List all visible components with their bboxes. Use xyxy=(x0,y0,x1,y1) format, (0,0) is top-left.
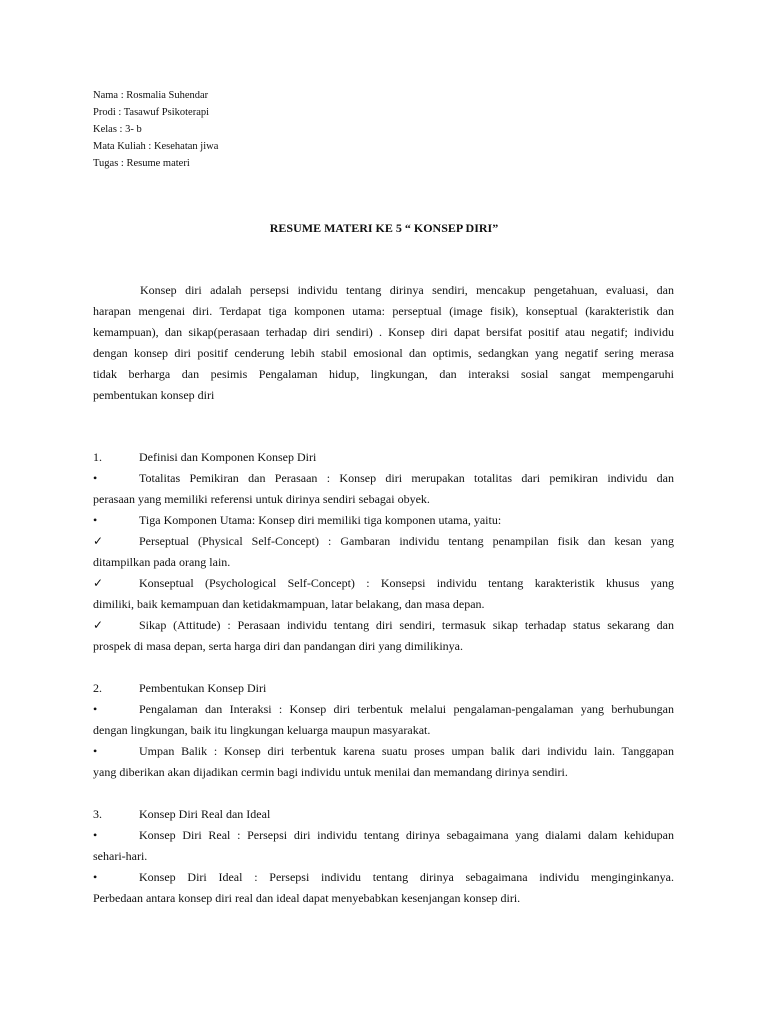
item-text: Totalitas Pemikiran dan Perasaan : Konsep diri merupakan totalitas dari pemikiran individu dan xyxy=(139,471,674,485)
section-title: Konsep Diri Real dan Ideal xyxy=(139,807,271,821)
item-text-cont: sehari-hari. xyxy=(93,849,148,863)
class: Kelas : 3- b xyxy=(93,124,142,135)
intro-paragraph xyxy=(93,280,674,406)
spacer xyxy=(93,783,674,804)
student-name: Nama : Rosmalia Suhendar xyxy=(93,90,209,101)
list-item xyxy=(93,615,674,657)
section-title: Pembentukan Konsep Diri xyxy=(139,681,267,695)
section-number: 1. xyxy=(93,450,102,464)
assignment: Tugas : Resume materi xyxy=(93,158,190,169)
item-text-cont: Perbedaan antara konsep diri real dan ideal dapat menyebabkan kesenjangan konsep diri. xyxy=(93,891,521,905)
section-number: 2. xyxy=(93,681,102,695)
check-icon: ✓ xyxy=(93,618,104,632)
item-text-cont: dengan lingkungan, baik itu lingkungan keluarga maupun masyarakat. xyxy=(93,723,431,737)
item-text: Perseptual (Physical Self-Concept) : Gambaran individu tentang penampilan fisik dan kesan yang xyxy=(139,534,674,548)
check-icon: ✓ xyxy=(93,534,104,548)
document-title: RESUME MATERI KE 5 “ KONSEP DIRI” xyxy=(269,221,499,235)
section-number: 3. xyxy=(93,807,102,821)
course: Mata Kuliah : Kesehatan jiwa xyxy=(93,141,219,152)
bullet-icon: • xyxy=(93,702,98,716)
list-item xyxy=(93,531,674,573)
item-text-cont: prospek di masa depan, serta harga diri dan pandangan diri yang dimilikinya. xyxy=(93,639,464,653)
item-text: Umpan Balik : Konsep diri terbentuk karena suatu proses umpan balik dari individu lain. Tanggapan xyxy=(139,744,674,758)
item-text-cont: ditampilkan pada orang lain. xyxy=(93,555,231,569)
item-text: Pengalaman dan Interaksi : Konsep diri terbentuk melalui pengalaman-pengalaman yang berhubungan xyxy=(139,702,674,716)
student-info xyxy=(93,87,218,172)
spacer xyxy=(93,657,674,678)
list-item xyxy=(93,510,674,531)
item-text: Tiga Komponen Utama: Konsep diri memiliki tiga komponen utama, yaitu: xyxy=(139,513,502,527)
sections xyxy=(93,447,674,909)
section-heading xyxy=(93,804,674,825)
section-title: Definisi dan Komponen Konsep Diri xyxy=(139,450,317,464)
bullet-icon: • xyxy=(93,744,98,758)
intro-line: Konsep diri adalah persepsi individu tentang dirinya sendiri, mencakup pengetahuan, evaluasi, dan xyxy=(140,283,674,297)
intro-line: tidak berharga dan pesimis Pengalaman hidup, lingkungan, dan interaksi sosial sangat mempengaruhi xyxy=(93,367,674,381)
list-item xyxy=(93,741,674,783)
intro-line: dengan konsep diri positif cenderung lebih stabil emosional dan optimis, sedangkan yang negatif sering merasa xyxy=(93,346,674,360)
item-text-cont: yang diberikan akan dijadikan cermin bagi individu untuk menilai dan memandang dirinya sendiri. xyxy=(93,765,568,779)
bullet-icon: • xyxy=(93,870,98,884)
item-text: Sikap (Attitude) : Perasaan individu tentang diri sendiri, termasuk sikap terhadap status sekarang dan xyxy=(139,618,674,632)
item-text: Konsep Diri Ideal : Persepsi individu tentang dirinya sebagaimana individu menginginkanya. xyxy=(139,870,674,884)
item-text-cont: dimiliki, baik kemampuan dan ketidakmampuan, latar belakang, dan masa depan. xyxy=(93,597,485,611)
list-item xyxy=(93,699,674,741)
list-item xyxy=(93,825,674,867)
intro-line: harapan mengenai diri. Terdapat tiga komponen utama: perseptual (image fisik), konseptual (karakteristik dan xyxy=(93,304,674,318)
item-text-cont: perasaan yang memiliki referensi untuk dirinya sendiri sebagai obyek. xyxy=(93,492,430,506)
item-text: Konseptual (Psychological Self-Concept) : Konsepsi individu tentang karakteristik khusus yang xyxy=(139,576,674,590)
section-heading xyxy=(93,678,674,699)
bullet-icon: • xyxy=(93,513,98,527)
list-item xyxy=(93,468,674,510)
bullet-icon: • xyxy=(93,828,98,842)
bullet-icon: • xyxy=(93,471,98,485)
item-text: Konsep Diri Real : Persepsi diri individu tentang dirinya sebagaimana yang dialami dalam kehidupan xyxy=(139,828,674,842)
section-heading xyxy=(93,447,674,468)
intro-line: pembentukan konsep diri xyxy=(93,388,215,402)
check-icon: ✓ xyxy=(93,576,104,590)
intro-line: kemampuan), dan sikap(perasaan terhadap diri sendiri) . Konsep diri dapat bersifat positif atau negatif; individu xyxy=(93,325,674,339)
study-program: Prodi : Tasawuf Psikoterapi xyxy=(93,107,210,118)
list-item xyxy=(93,573,674,615)
list-item xyxy=(93,867,674,909)
